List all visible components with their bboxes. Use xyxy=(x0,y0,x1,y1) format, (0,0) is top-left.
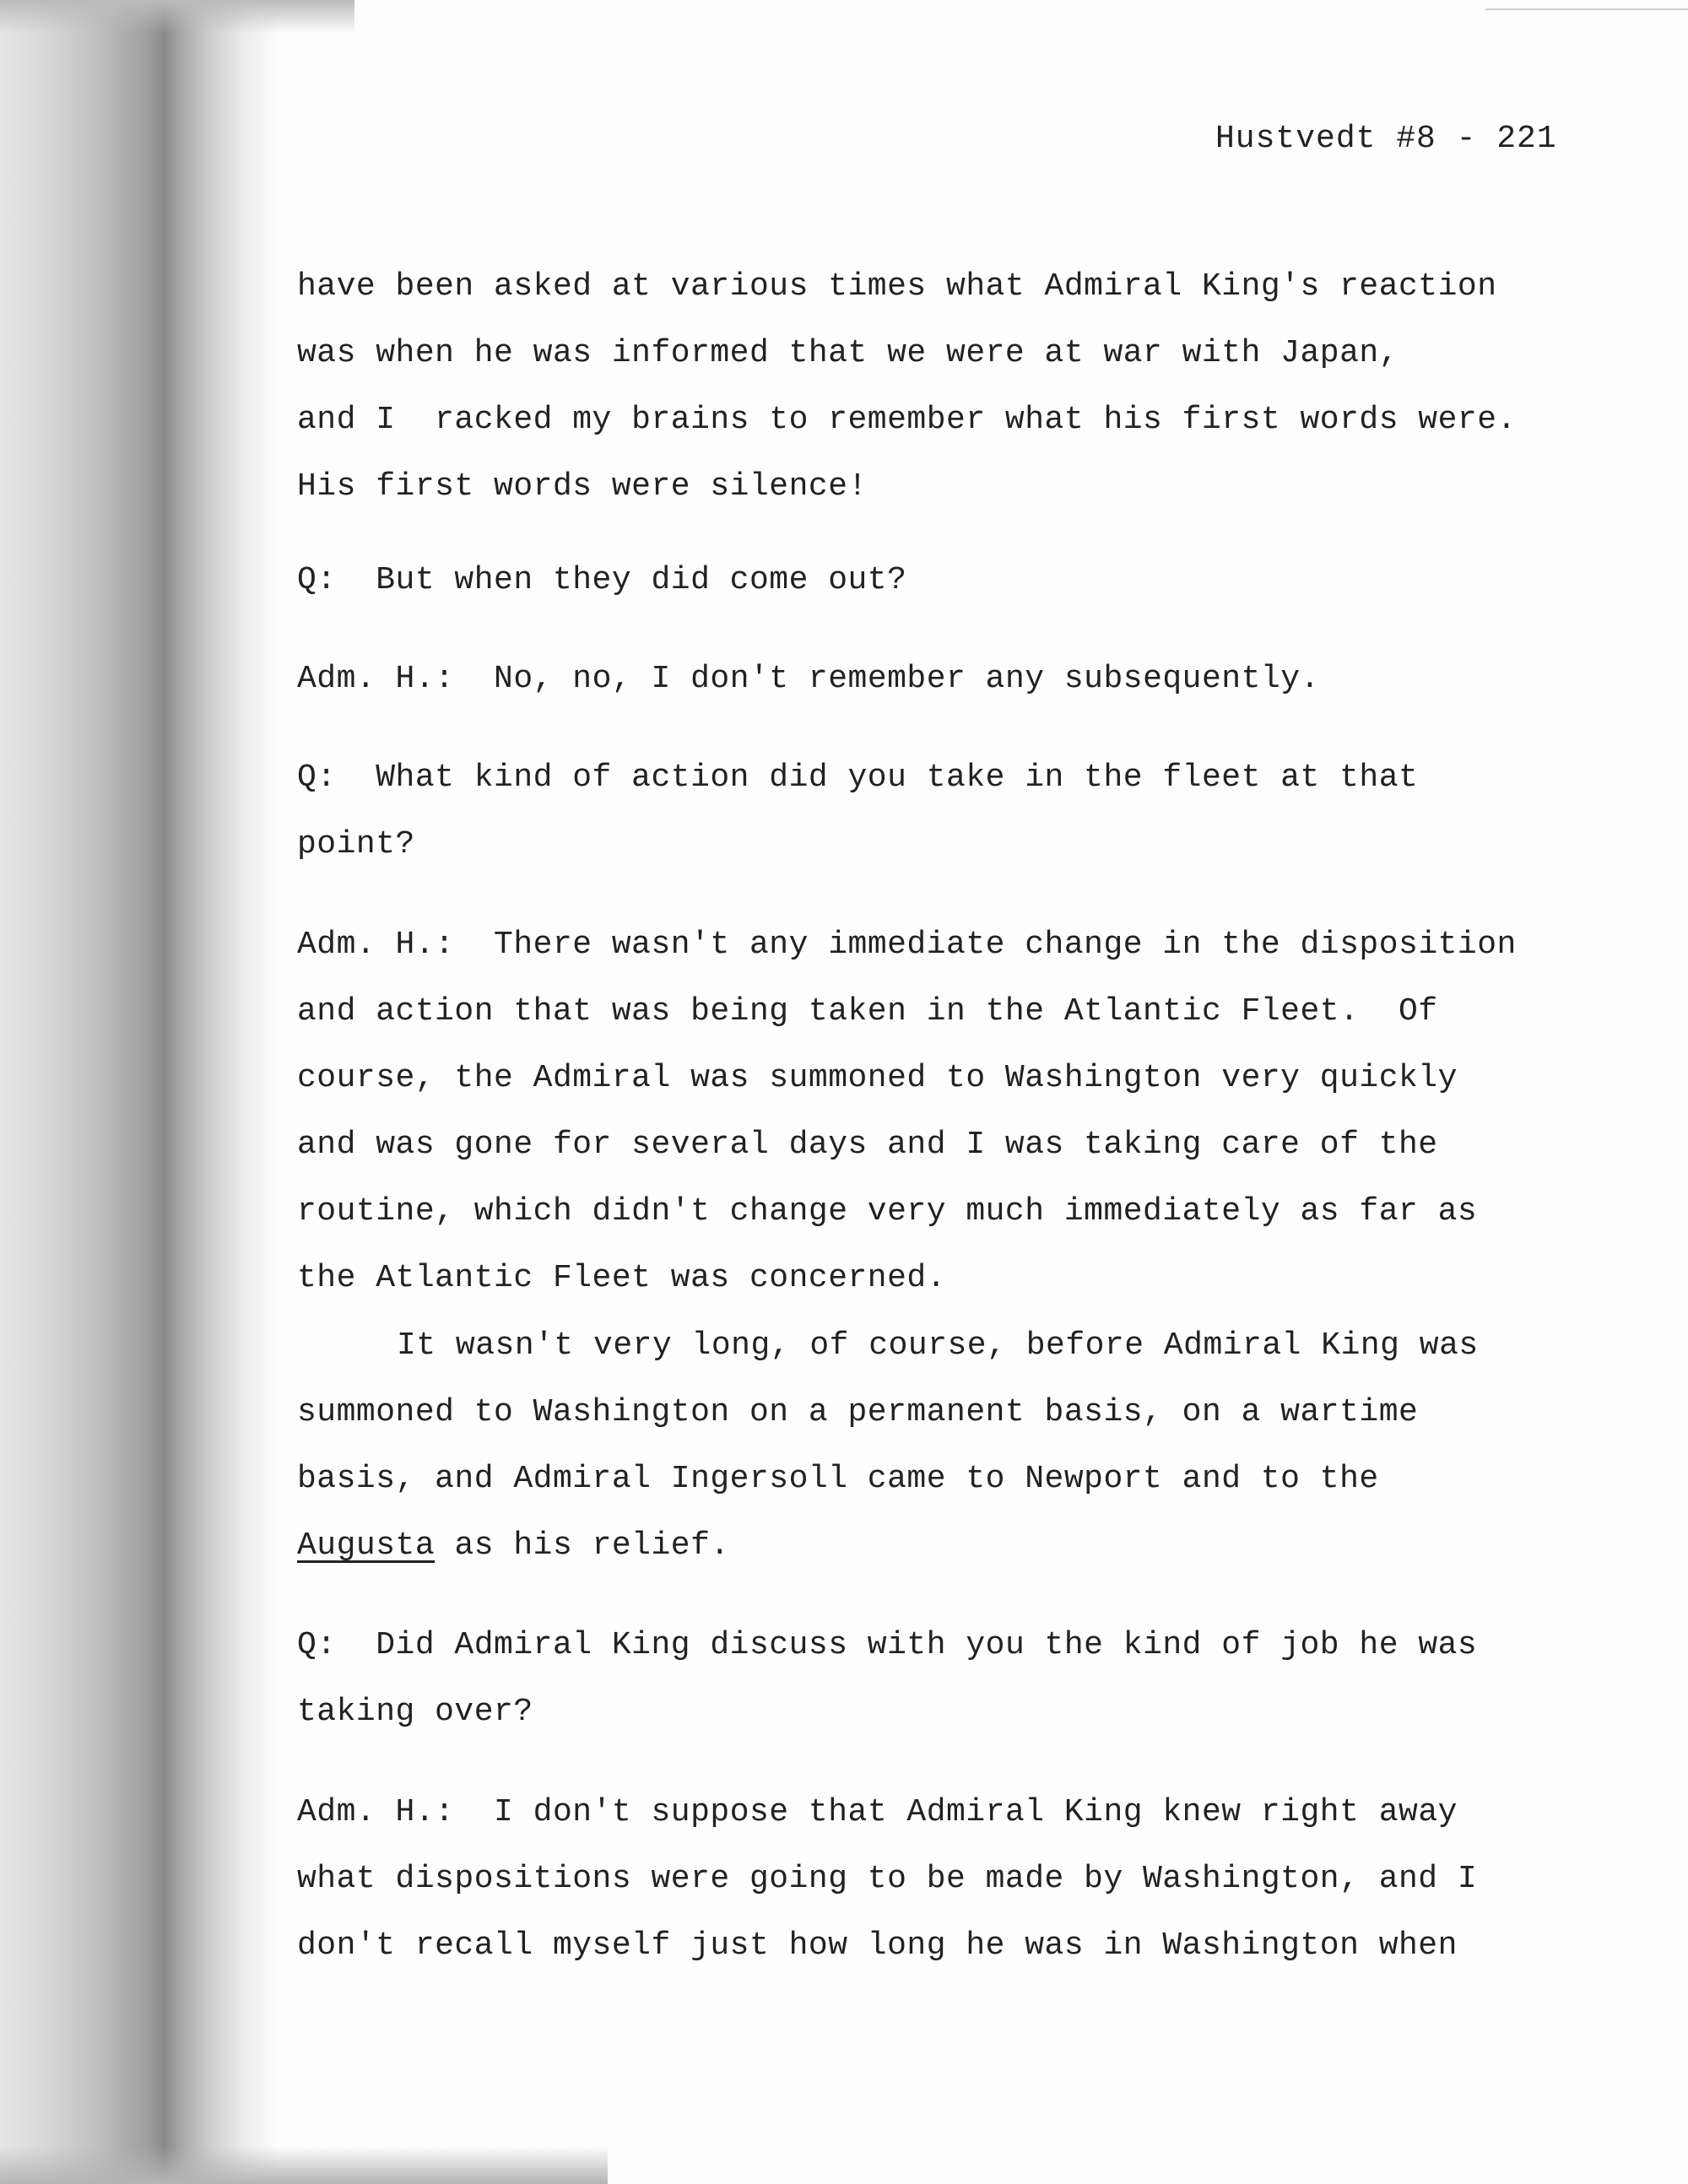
speaker-label: Q: xyxy=(297,562,337,598)
text-line: was when he was informed that we were at war with Japan, xyxy=(297,335,1399,371)
text-line: point? xyxy=(297,826,415,862)
line-text: No, no, I don't remember any subsequently. xyxy=(494,661,1320,697)
answer-3 xyxy=(297,1779,1563,1979)
text-line xyxy=(297,744,1563,811)
line-text: as his relief. xyxy=(435,1527,730,1564)
question-1 xyxy=(297,547,1563,614)
question-3 xyxy=(297,1612,1563,1745)
text-line xyxy=(297,547,1563,614)
text-line: and I racked my brains to remember what his first words were. xyxy=(297,402,1517,438)
text-line: routine, which didn't change very much immediately as far as xyxy=(297,1193,1478,1230)
speaker-label: Adm. H.: xyxy=(297,661,455,697)
line-text: What kind of action did you take in the fleet at that xyxy=(376,760,1419,796)
binding-edge-top xyxy=(0,0,354,34)
answer-1 xyxy=(297,646,1563,712)
line-text: I don't suppose that Admiral King knew right away xyxy=(494,1794,1458,1830)
text-line: summoned to Washington on a permanent basis, on a wartime xyxy=(297,1394,1419,1430)
text-line: don't recall myself just how long he was in Washington when xyxy=(297,1927,1458,1964)
paragraph-continuation xyxy=(297,1312,1563,1579)
text-line xyxy=(297,1612,1563,1679)
paragraph-opening xyxy=(297,253,1563,520)
line-text: Did Admiral King discuss with you the kind of job he was xyxy=(376,1627,1478,1663)
binding-shadow xyxy=(0,0,279,2184)
text-line: taking over? xyxy=(297,1694,533,1730)
text-line xyxy=(297,911,1563,978)
binding-edge-bottom xyxy=(0,2146,608,2184)
text-line: basis, and Admiral Ingersoll came to Newport and to the xyxy=(297,1461,1379,1497)
text-line xyxy=(297,1779,1563,1846)
speaker-label: Q: xyxy=(297,1627,337,1663)
line-text: There wasn't any immediate change in the disposition xyxy=(494,927,1517,963)
speaker-label: Q: xyxy=(297,760,337,796)
line-text: But when they did come out? xyxy=(376,562,907,598)
text-line: and action that was being taken in the Atlantic Fleet. Of xyxy=(297,993,1438,1030)
text-line: have been asked at various times what Admiral King's reaction xyxy=(297,268,1497,305)
top-edge-mark xyxy=(1485,8,1688,10)
text-line xyxy=(297,1512,1563,1579)
text-line: His first words were silence! xyxy=(297,468,868,505)
text-line: It wasn't very long, of course, before Admiral King was xyxy=(397,1327,1479,1364)
text-line: what dispositions were going to be made by Washington, and I xyxy=(297,1861,1478,1897)
speaker-label: Adm. H.: xyxy=(297,927,455,963)
ship-name: Augusta xyxy=(297,1527,436,1564)
question-2 xyxy=(297,744,1563,878)
text-line: and was gone for several days and I was taking care of the xyxy=(297,1127,1438,1163)
text-line: the Atlantic Fleet was concerned. xyxy=(297,1260,947,1296)
answer-2 xyxy=(297,911,1563,1311)
speaker-label: Adm. H.: xyxy=(297,1794,455,1830)
text-line xyxy=(297,646,1563,712)
page-header: Hustvedt #8 - 221 xyxy=(1215,121,1557,157)
text-line: course, the Admiral was summoned to Washington very quickly xyxy=(297,1060,1458,1096)
